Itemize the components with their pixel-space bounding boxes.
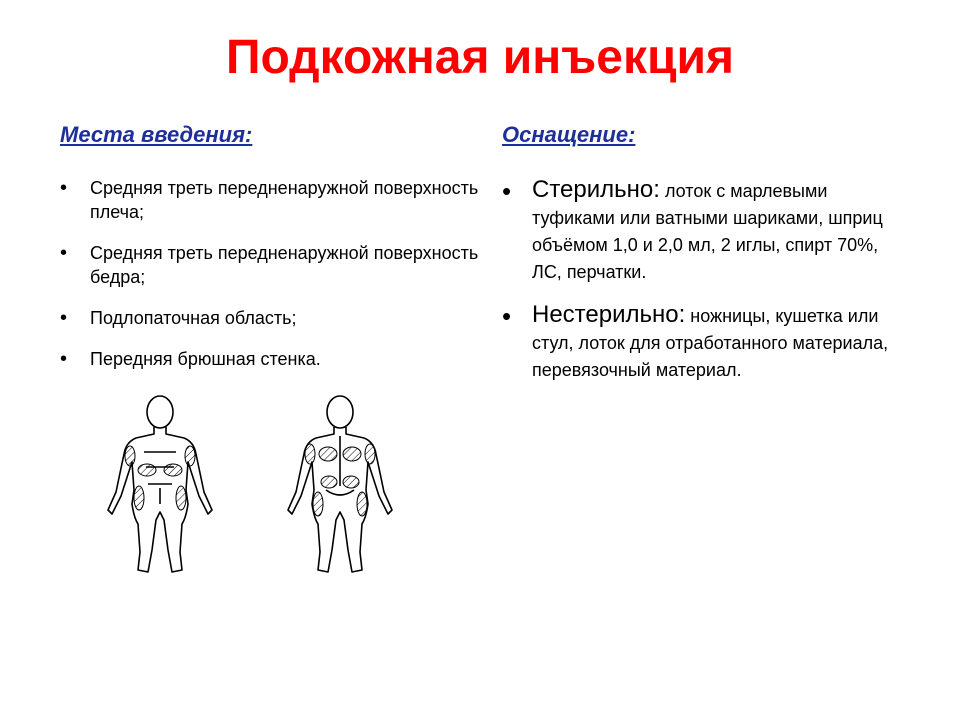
- bullet-icon: •: [502, 301, 512, 331]
- list-item-text: Подлопаточная область;: [90, 308, 297, 328]
- list-item-text: Средняя треть передненаружной поверхность плеча;: [90, 178, 479, 222]
- injection-sites-heading: Места введения:: [60, 122, 253, 147]
- bullet-icon: •: [60, 242, 68, 264]
- bullet-icon: •: [502, 176, 512, 206]
- list-item-lead: Стерильно:: [532, 176, 660, 203]
- list-item-text: Передняя брюшная стенка.: [90, 349, 321, 369]
- bullet-icon: •: [60, 348, 68, 370]
- list-item-text: Средняя треть передненаружной поверхность бедра;: [90, 243, 479, 287]
- injection-sites-list: [60, 176, 480, 371]
- injection-sites-column: [60, 122, 480, 388]
- equipment-heading: Оснащение:: [502, 122, 636, 147]
- front-body-outline: [108, 396, 212, 572]
- equipment-column: [502, 122, 902, 399]
- slide-title: Подкожная инъекция: [225, 31, 735, 84]
- list-item-lead: Нестерильно:: [532, 301, 686, 328]
- list-item-text: ножницы, кушетка или стул, лоток для отработанного материала, перевязочный материал.: [532, 306, 889, 380]
- equipment-list: [502, 176, 902, 384]
- list-item: [60, 241, 480, 289]
- list-item-text: лоток с марлевыми туфиками или ватными шариками, шприц объёмом 1,0 и 2,0 мл, 2 иглы, спирт 70%, ЛС, перчатки.: [532, 181, 883, 282]
- bullet-icon: •: [60, 307, 68, 329]
- list-item: [60, 306, 480, 330]
- list-item: [60, 347, 480, 371]
- list-item: [60, 176, 480, 224]
- body-injection-sites-figure: [88, 392, 446, 578]
- bullet-icon: •: [60, 177, 68, 199]
- list-item: [502, 176, 902, 286]
- list-item: [502, 301, 902, 384]
- back-body-outline: [288, 396, 392, 572]
